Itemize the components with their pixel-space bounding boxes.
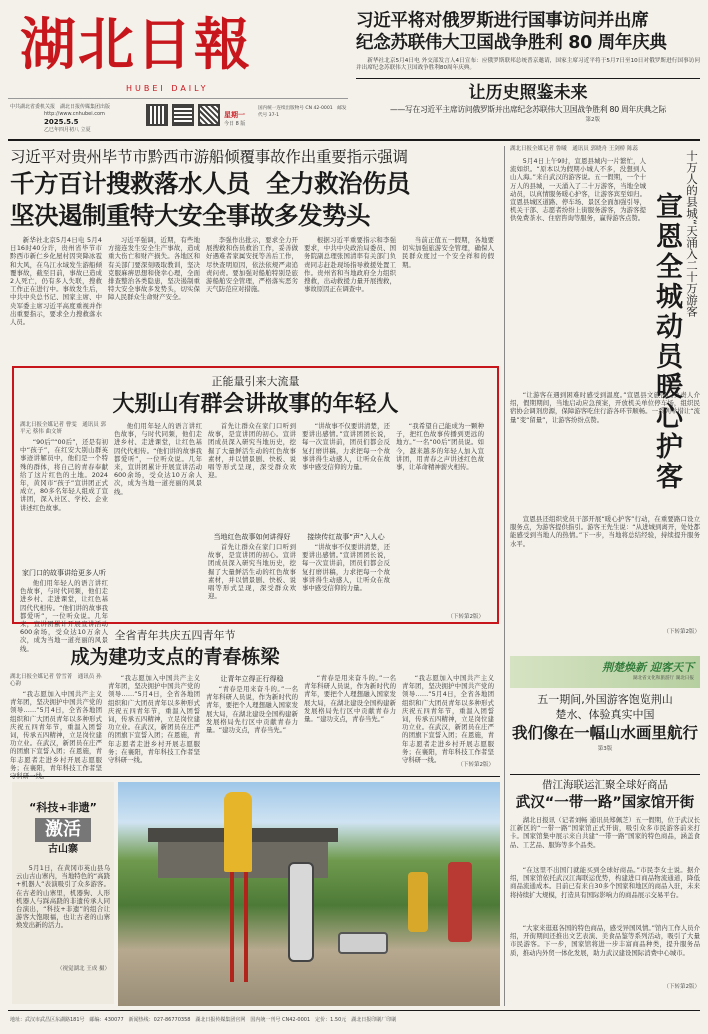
- sub-subtitle: ——写在习近平主席访问俄罗斯并出席纪念苏联伟大卫国战争胜利 80 周年庆典之际: [389, 105, 667, 114]
- br-kicker: 借江海联运汇聚全球好商品: [542, 779, 668, 791]
- br-continued: （下转第2版）: [663, 984, 700, 990]
- page-count: 今日 8 版: [224, 121, 246, 127]
- promo-title: 荆楚焕新 迎客天下: [602, 661, 694, 674]
- promo-line-1: 五一期间,外国游客饱览荆山: [537, 693, 673, 706]
- promo-line-2: 楚水、体验真实中国: [555, 708, 655, 721]
- top-news-headline-2: 纪念苏联伟大卫国战争胜利 80 周年庆典: [356, 33, 667, 53]
- feature-kicker: 正能量引来大流量: [211, 375, 300, 388]
- feature-col-2: 他们用年轻人的语言讲红色故事，与时代同频，他们走进乡村、走进课堂，让红色基因代代相传。“他们讲的故事我都爱听”，一位听众说。几年来，宣讲团累计开展宣讲活动600余场，受众达10万余人次，成为当地一道亮丽的风景线。: [114, 422, 202, 496]
- promo-page-ref: 第3版: [597, 746, 613, 752]
- rule: [510, 774, 700, 775]
- br-byline: 湖北日报讯（记者刘畅 通讯员郑佩芝）五一假期，位于武汉长江新区的“一带一路”国家馆正式开街，吸引众多市民游客前来打卡。国家馆集中展示来自共建“一带一路”国家的特色商品，涵盖食品、工艺品、服饰等多个品类。: [510, 816, 700, 849]
- youth-col-4: “青春是用来奋斗的。”一名青年科研人员说，作为新时代的青年，要把个人理想融入国家发展大局，在湖北建设全国构建新发展格局先行区中贡献青春力量。“建功支点，青春当先。”: [304, 674, 396, 724]
- youth-continued: （下转第2版）: [457, 762, 494, 768]
- feature-col3-heading: 当地红色故事如何讲得好: [213, 533, 291, 541]
- footer-text: 地址：武汉市武昌区东湖路181号 邮编：430077 新闻热线：027-86770358 湖北日报传媒集团官网 国内统一刊号 CN42-0001 定价：1.50元 湖北日报印刷厂印刷: [10, 1017, 397, 1023]
- promo-block: [510, 656, 700, 768]
- youth-col-3: “青春是用来奋斗的。”一名青年科研人员说，作为新时代的青年，要把个人理想融入国家发展大局，在湖北建设全国构建新发展格局先行区中贡献青春力量。“建功支点，青春当先。”: [206, 685, 298, 735]
- sub-title: 让历史照鉴未来: [468, 83, 588, 103]
- newspaper-pinyin: HUBEI DAILY: [126, 84, 209, 93]
- feature-col-1b: 他们用年轻人的语言讲红色故事，与时代同频，他们走进乡村、走进课堂，让红色基因代代相传。“他们讲的故事我都爱听”，一位听众说。几年来，宣讲团累计开展宣讲活动600余场，受众达10万余人次，成为当地一道亮丽的风景线。: [20, 579, 108, 653]
- feature-title: 大别山有群会讲故事的年轻人: [112, 391, 399, 417]
- feature-col-4b: “讲故事不仅要讲清楚，还要讲出感情。”宣讲团团长说，每一次宣讲前，团员们都会反复打磨讲稿，力求把每一个故事讲得生动感人，让听众在故事中感受信仰的力量。: [302, 543, 390, 593]
- youth-heading: 让青年立得正行得稳: [220, 675, 284, 683]
- photo-tag: “科技+非遗”: [29, 801, 97, 814]
- photo-caption: 5月1日，在黄冈市英山县乌云山古山寨内，当地特色的“高跷+机器人”表演吸引了众多游客。在古老的山寨里，机器狗、人形机器人与踩高跷的非遗传承人同台演出，“科技+非遗”的组合让游客大饱眼福，也让古老的山寨焕发出新的活力。: [16, 864, 110, 930]
- performer-on-stilts: [224, 792, 252, 872]
- right-body-2: “让游客在遇到困难时感受到温度。”宣恩县文旅部门负责人介绍，假期期间，当地启动应急预案，开放机关单位停车场，组织民宿协会调剂房源，保障游客吃住行游各环节顺畅。一系列举措让“流量”变“留量”，让游客纷纷点赞。: [510, 391, 700, 424]
- lead-title-2: 坚决遏制重特大安全事故多发势头: [10, 201, 370, 230]
- feature-col-3: 首先让群众在家门口听到故事，是宣讲团的初心。宣讲团成员深入研究当地历史，挖掘了大量鲜活生动的红色故事素材，并以情景剧、快板、说唱等形式呈现，深受群众欢迎。: [208, 422, 296, 480]
- promo-banner: [510, 656, 700, 688]
- lead-kicker: 习近平对贵州毕节市黔西市游船倾覆事故作出重要指示强调: [10, 148, 408, 166]
- lead-story: [10, 146, 500, 327]
- qr-code-icon: [172, 104, 194, 126]
- feature-col-1: “90后”“00后”，还是有初中“孩子”，在红安大别山群英事迹讲解员中，他们是一个特殊的群体，将自己的青春奉献给了这片红色的土地。2024年，黄冈市“孩子”宣讲团正式成立，80多名年轻人组成了宣讲团，深入社区、学校、企业讲述红色故事。: [20, 438, 108, 512]
- lead-col-4: 根据习近平重要指示和李强要求，中共中央政治局委员、国务院副总理张国清率有关部门负责同志赶赴现场指导救援处置工作。贵州省和当地政府全力组织搜救，出动救援力量开展搜救，事故原因正在调查中。: [304, 236, 396, 294]
- youth-story: [10, 628, 500, 778]
- robot-dog: [338, 932, 388, 954]
- performer: [448, 862, 472, 942]
- right-continued: （下转第2版）: [663, 629, 700, 635]
- br-body-2: “大家来逛逛各国的特色商品，感受异国风情。”馆内工作人员介绍，开街期间还推出文艺表演、美食品鉴等系列活动，吸引了大量市民游客。下一步，国家馆将进一步丰富商品种类，提升服务品质，推动内外贸一体化发展，助力武汉建设国际消费中心城市。: [510, 924, 700, 957]
- photo-tag-place: 古山寨: [48, 844, 78, 855]
- rule: [8, 139, 700, 141]
- feature-col2-heading: 家门口的故事讲给更多人听: [22, 569, 106, 577]
- feature-col-3b: 首先让群众在家门口听到故事，是宣讲团的初心。宣讲团成员深入研究当地历史，挖掘了大量鲜活生动的红色故事素材，并以情景剧、快板、说唱等形式呈现，深受群众欢迎。: [208, 543, 296, 601]
- youth-title: 成为建功支点的青春栋梁: [70, 646, 280, 668]
- feature-continued: （下转第2版）: [447, 614, 484, 620]
- lead-col-2: 习近平强调，近期，有些地方接连发生安全生产事故，造成重大伤亡和财产损失。各地区和有关部门要深刻吸取教训，坚决克服麻痹思想和侥幸心理，全面排查整治各类隐患，坚决遏制重特大安全事故多发势头，切实保障人民群众生命财产安全。: [108, 236, 200, 302]
- qr-code-icon: [198, 104, 220, 126]
- newspaper-logo: 湖北日報: [20, 12, 252, 78]
- youth-kicker: 全省青年共庆五四青年节: [114, 629, 236, 642]
- stilt: [244, 872, 248, 982]
- issue-date: 2025.5.5: [44, 118, 79, 126]
- masthead: [8, 8, 350, 133]
- youth-col-1: “我志愿加入中国共产主义青年团，坚决拥护中国共产党的领导……”5月4日，全省各地团组织和广大团员青年以多种形式庆祝五四青年节，重温入团誓词，传承五四精神，立足岗位建功立业。在武汉，新团员在庄严的团旗下宣誓入团；在恩施，青年志愿者走进乡村开展志愿服务；在襄阳，青年科技工作者坚: [10, 690, 102, 772]
- photo-caption-block: [12, 782, 114, 1004]
- right-body-1: 5月4日上午9时，宣恩县城内一片繁忙，人流如织。“原本以为假期小城人不多，没想到人山人海。”来自武汉的游客说。五一假期，一个十万人的县城，一天涌入了二十万游客，当地全城动员，以真情服务暖心护客，让游客宾至如归。宣恩县城区道路、停车场、景区全面加强引导，机关干部、志愿者纷纷上街服务游客，为游客提供免费茶水、住宿咨询等服务，赢得游客点赞。: [510, 157, 646, 223]
- feature-col-5: “我希望自己能成为一颗种子，把红色故事传播到更远的地方。”一名“00后”团员说。如今，越来越多的年轻人加入宣讲团，用青春之声讲述红色故事，让革命精神薪火相传。: [396, 422, 484, 472]
- promo-sub: 湖北省文化和旅游厅 湖北日报: [632, 676, 694, 681]
- weekday: 星期一: [224, 111, 245, 119]
- issue-codes: 国内统一连续出版物号 CN 42-0001 邮发代号 37-1: [258, 106, 347, 118]
- feature-col-4: “讲故事不仅要讲清楚，还要讲出感情。”宣讲团团长说，每一次宣讲前，团员们都会反复打磨讲稿，力求把每一个故事讲得生动感人，让听众在故事中感受信仰的力量。: [302, 422, 390, 472]
- qr-code-icon: [146, 104, 168, 126]
- lead-col-3: 李强作出批示，要求全力开展搜救和伤员救治工作，妥善做好遇难者家属安抚等善后工作，尽快查明原因，依法依规严肃追责问责。要加强对船舶特别是旅游船舶安全管理，严格落实恶劣天气防范应对措施。: [206, 236, 298, 294]
- sub-page-ref: 第2版: [585, 117, 600, 123]
- stilt: [230, 872, 234, 982]
- photo-tag-big: 激活: [35, 818, 91, 842]
- right-body-3: 宣恩县还组织党员干部开展“暖心护客”行动，在重要路口设立服务点，为游客提供指引。游客王先生说：“从进城到离开，处处都能感受到当地人的热情。”下一步，当地将总结经验，持续提升服务水平。: [510, 515, 700, 548]
- divider: [356, 78, 700, 79]
- lead-col-1: 新华社北京5月4日电 5月4日16时40分许，贵州省毕节市黔西市新仁乡化屋村因突降冰雹和大风，在乌江水域发生游船倾覆事故，截至目前，事故已造成2人死亡，仍有多人失联，搜救工作正在进行中。事故发生后，中共中央总书记、国家主席、中央军委主席习近平高度重视并作出重要指示，要求全力搜救落水人员。: [10, 236, 102, 327]
- lunar-date: 乙巳年四月初八 立夏: [44, 127, 91, 133]
- humanoid-robot: [288, 862, 314, 962]
- top-news: [356, 10, 700, 135]
- youth-col-2: “我志愿加入中国共产主义青年团，坚决拥护中国共产党的领导……”5月4日，全省各地团组织和广大团员青年以多种形式庆祝五四青年节，重温入团誓词，传承五四精神，立足岗位建功立业。在武汉，新团员在庄严的团旗下宣誓入团；在恩施，青年志愿者走进乡村开展志愿服务；在襄阳，青年科技工作者坚守科研一线。: [108, 674, 200, 765]
- rule: [10, 776, 500, 777]
- photo-credit: （视觉湖北 王成 摄）: [57, 966, 110, 972]
- robot-performance-photo: [118, 782, 500, 1006]
- masthead-divider: [8, 98, 348, 99]
- br-title: 武汉“一带一路”国家馆开街: [515, 795, 695, 811]
- belt-road-story: [510, 778, 700, 1006]
- youth-byline: 湖北日报全媒记者 曾雪菁 通讯员 孙心韵: [10, 674, 102, 687]
- feature-col4-heading: 接续传红故事“声”入人心: [307, 533, 385, 541]
- promo-headline: 我们像在一幅山水画里航行: [511, 724, 698, 742]
- vertical-kicker: 十万人的县城“天涌入二十万游客: [685, 150, 699, 317]
- vertical-title: 宣恩全城动员暖心护客: [651, 192, 682, 492]
- footer-rule: [8, 1010, 700, 1011]
- right-byline: 湖北日报全媒记者 鲁曦 通讯员 郭晓舟 王剑桥 陈蕊: [510, 146, 638, 152]
- top-news-headline-1: 习近平将对俄罗斯进行国事访问并出席: [356, 11, 649, 31]
- lead-col-5: 当前正值五一假期，各地要切实加强旅游安全管理，确保人民群众度过一个安全祥和的假期。: [402, 236, 494, 269]
- column-divider: [504, 146, 505, 1006]
- lead-title-1: 千方百计搜救落水人员 全力救治伤员: [10, 169, 411, 198]
- website: http://www.cnhubei.com: [44, 111, 105, 117]
- youth-col-5: “我志愿加入中国共产主义青年团，坚决拥护中国共产党的领导……”5月4日，全省各地团组织和广大团员青年以多种形式庆祝五四青年节，重温入团誓词，传承五四精神，立足岗位建功立业。在武汉，新团员在庄严的团旗下宣誓入团；在恩施，青年志愿者走进乡村开展志愿服务；在襄阳，青年科技工作者坚守科研一线。: [402, 674, 494, 765]
- br-body: “在这里不出国门就能买到全球好商品。”市民李女士说。据介绍，国家馆依托武汉江海联运优势，构建进口商品物流通道，降低商品流通成本。目前已有来自30多个国家和地区的商品入驻，未来将持续扩大规模，打造具有国际影响力的商品展示交易平台。: [510, 866, 700, 899]
- feature-byline: 湖北日报全媒记者 曹雯 通讯员 郭平元 蔡伟 曲文妍: [20, 422, 106, 435]
- publisher-line: 中共湖北省委机关报 湖北日报传媒集团出版: [10, 104, 111, 110]
- performer: [408, 872, 428, 932]
- top-news-body: 新华社北京5月4日电 外交部发言人4日宣布：应俄罗斯联邦总统普京邀请，国家主席习近平将于5月7日至10日对俄罗斯进行国事访问并出席纪念苏联伟大卫国战争胜利80周年庆典。: [356, 58, 700, 72]
